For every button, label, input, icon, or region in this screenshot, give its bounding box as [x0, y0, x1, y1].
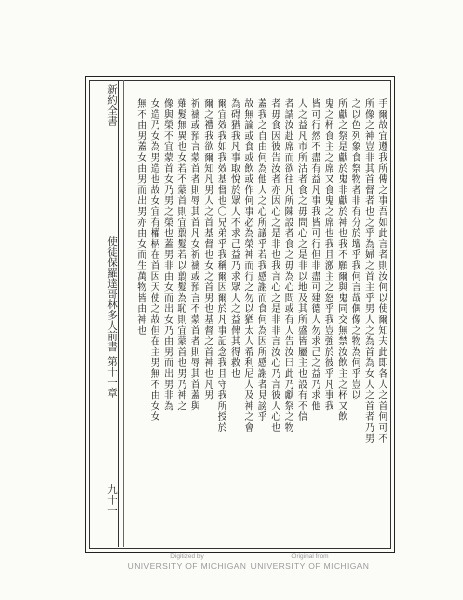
gutter-rule — [118, 80, 119, 547]
digitized-watermark — [117, 553, 257, 571]
text-column: 皆可行然不盡有益凡事我皆可行但非盡可建德人勿求己之益乃求他 — [309, 98, 320, 412]
text-column: 為碍猶我凡事取悅於眾人不求己益乃求眾人之益俾其得救也 — [228, 98, 240, 379]
text-column: 薙髮無異也女若不蒙首則宜翦髮若以翦髮為恥則宜蒙首也男乃神之 — [175, 98, 186, 412]
text-column: 祈禱或預言蒙首者則辱其首凡女祈禱或預言不蒙首者則辱其首蓋與 — [188, 98, 200, 412]
text-column: 者請汝赴席而欲往凡所陳設者食之毋為心問或有人告汝曰此乃獻祭之物 — [282, 98, 294, 433]
text-column: 女造乃女為男造也故女宜有權柄在首因天使之故但在主男無不由女女 — [148, 98, 160, 422]
original-watermark — [240, 553, 380, 571]
text-column: 之以色列象食祭物者非有分於壇乎我何言哉偶像之物為何乎豈以 — [349, 98, 361, 401]
chapter-label: 第十一章 — [106, 356, 118, 398]
text-column: 所像之神豈非其首督者也之乎為婦之首主乎男人之為首為女人之首者乃男 — [362, 98, 374, 444]
gutter-rule-inner — [123, 80, 124, 547]
text-column: 像與榮不宜蒙首女乃男之榮也蓋男非由女而出女乃由男而出男非為 — [161, 98, 173, 412]
running-gutter — [102, 84, 118, 544]
book-title: 新約全書 — [106, 84, 118, 126]
text-column: 者毋食因彼告汝者亦因心之是非也我言心之是非非言汝心乃言彼人心也 — [268, 98, 280, 433]
section-title: 使徒保羅達哥林多人前書 — [106, 236, 118, 352]
text-column: 爾宜效我如我效基督也〇兄弟乎我稱爾因爾於凡事記念我且守我所授於 — [215, 98, 227, 433]
text-column: 所獻之祭是獻於鬼非獻於神也我不願爾與鬼同交無禁汝飲主之杯又飲 — [335, 98, 347, 422]
original-institution-text: UNIVERSITY OF MICHIGAN — [250, 561, 370, 571]
digitized-institution-text: UNIVERSITY OF MICHIGAN — [127, 561, 247, 571]
text-column: 人之益凡市所沽者食之毋問心之是非以地及其所盛皆屬主也設有不信 — [295, 98, 307, 422]
page-number: 九十一 — [106, 484, 118, 516]
digitized-by-text: Digitized by — [170, 553, 204, 560]
text-column: 故無論或食或飲或作何事必為榮神而行之勿以猶太人希利尼人及神之會 — [242, 98, 253, 433]
text-column: 爾之禮我欲爾知凡男人之首基督也女之首男也基督之首神也凡男 — [201, 98, 213, 401]
original-from-text: Original from — [291, 553, 329, 560]
text-column: 手爾故宜遵我所傳之事吾如此言者則汝何以使爾知夫此即各人之首何可不 — [376, 98, 387, 444]
text-column: 鬼之杯食主之席又食鬼之席也我且激主之怒乎我豈強於彼乎凡事我 — [322, 98, 334, 412]
text-column: 無不由男蓋女由男而出男亦由女而生萬物皆由神也 — [134, 98, 146, 336]
text-column: 蓋我之自由何為他人之心所議乎若我感謝而食何為因所感謝者見謗乎 — [255, 98, 267, 422]
